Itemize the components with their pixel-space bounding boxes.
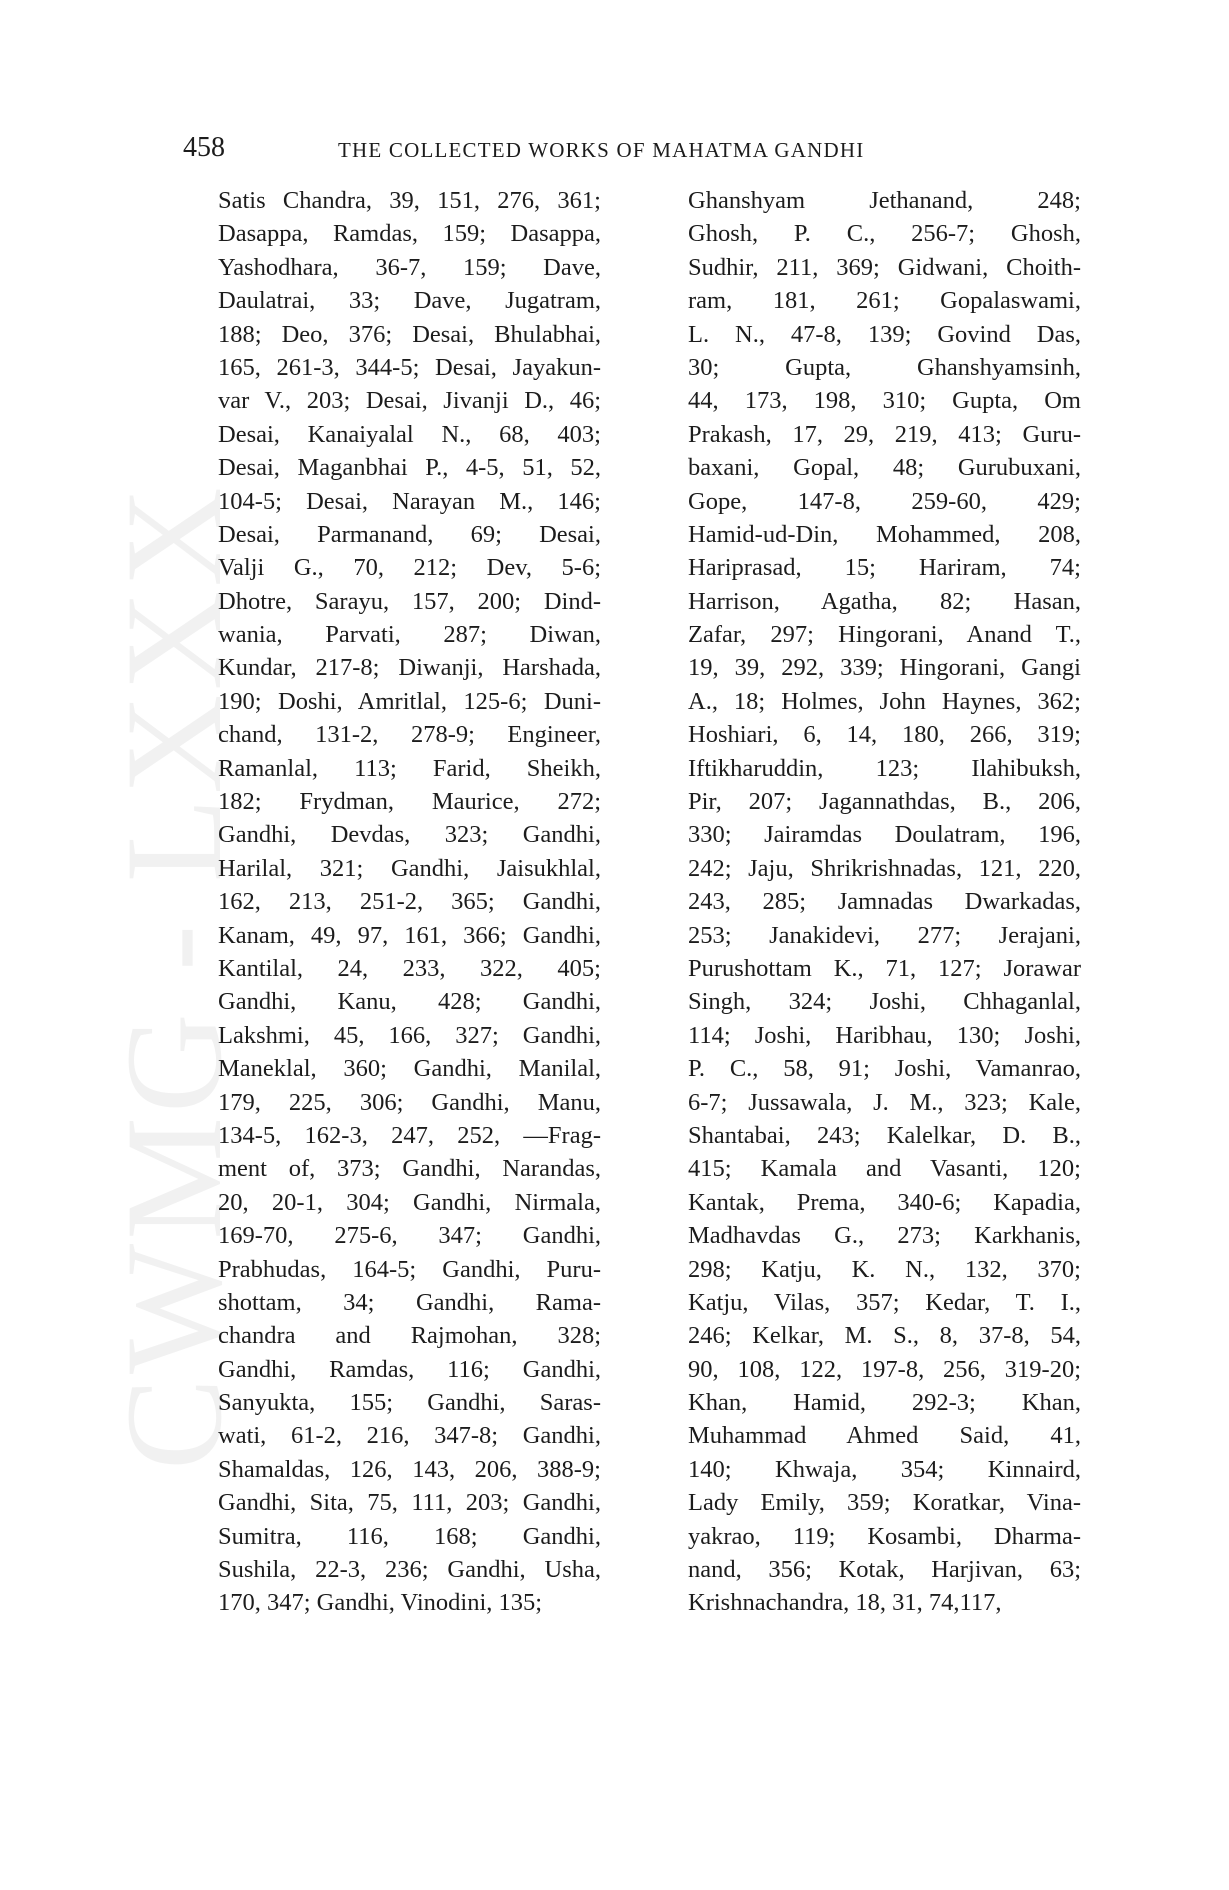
index-line: Muhammad Ahmed Said, 41, (688, 1422, 1081, 1450)
index-line: Gandhi, Ramdas, 116; Gandhi, (218, 1355, 601, 1383)
index-line: wania, Parvati, 287; Diwan, (218, 621, 601, 649)
index-line: ram, 181, 261; Gopalaswami, (688, 287, 1081, 315)
index-line: Sushila, 22-3, 236; Gandhi, Usha, (218, 1556, 601, 1584)
index-line: Sudhir, 211, 369; Gidwani, Choith- (688, 253, 1081, 281)
index-line: 114; Joshi, Haribhau, 130; Joshi, (688, 1021, 1081, 1049)
index-line: Hoshiari, 6, 14, 180, 266, 319; (688, 721, 1081, 749)
index-line: Desai, Maganbhai P., 4-5, 51, 52, (218, 454, 601, 482)
index-line: L. N., 47-8, 139; Govind Das, (688, 320, 1081, 348)
index-line: Kundar, 217-8; Diwanji, Harshada, (218, 654, 601, 682)
index-line: Gandhi, Kanu, 428; Gandhi, (218, 988, 601, 1016)
index-line: 44, 173, 198, 310; Gupta, Om (688, 387, 1081, 415)
index-line: Daulatrai, 33; Dave, Jugatram, (218, 287, 601, 315)
index-line: A., 18; Holmes, John Haynes, 362; (688, 687, 1081, 715)
index-line: 298; Katju, K. N., 132, 370; (688, 1255, 1081, 1283)
index-line: Kantak, Prema, 340-6; Kapadia, (688, 1188, 1081, 1216)
page-number: 458 (183, 132, 225, 163)
index-line: 90, 108, 122, 197-8, 256, 319-20; (688, 1355, 1081, 1383)
index-line: 19, 39, 292, 339; Hingorani, Gangi (688, 654, 1081, 682)
index-line: Singh, 324; Joshi, Chhaganlal, (688, 988, 1081, 1016)
index-line: nand, 356; Kotak, Harjivan, 63; (688, 1556, 1081, 1584)
index-line: Yashodhara, 36-7, 159; Dave, (218, 253, 601, 281)
index-line: Ghanshyam Jethanand, 248; (688, 187, 1081, 214)
index-line: Prabhudas, 164-5; Gandhi, Puru- (218, 1255, 601, 1283)
index-line: Lady Emily, 359; Koratkar, Vina- (688, 1489, 1081, 1517)
index-line: Shantabai, 243; Kalelkar, D. B., (688, 1121, 1081, 1149)
index-line: Desai, Parmanand, 69; Desai, (218, 520, 601, 548)
index-column-right (688, 184, 1081, 1620)
index-line: 30; Gupta, Ghanshyamsinh, (688, 353, 1081, 381)
index-line: 330; Jairamdas Doulatram, 196, (688, 821, 1081, 849)
index-line: Pir, 207; Jagannathdas, B., 206, (688, 788, 1081, 816)
index-line: Khan, Hamid, 292-3; Khan, (688, 1389, 1081, 1417)
index-line: Kantilal, 24, 233, 322, 405; (218, 954, 601, 982)
index-line: 134-5, 162-3, 247, 252, —Frag- (218, 1121, 601, 1149)
index-line: 20, 20-1, 304; Gandhi, Nirmala, (218, 1188, 601, 1216)
index-line: Desai, Kanaiyalal N., 68, 403; (218, 420, 601, 448)
index-line: 242; Jaju, Shrikrishnadas, 121, 220, (688, 854, 1081, 882)
index-line: 6-7; Jussawala, J. M., 323; Kale, (688, 1088, 1081, 1116)
index-column-left (218, 184, 601, 1620)
running-head: THE COLLECTED WORKS OF MAHATMA GANDHI (338, 138, 865, 162)
index-line: 243, 285; Jamnadas Dwarkadas, (688, 888, 1081, 916)
index-line: Ramanlal, 113; Farid, Sheikh, (218, 754, 601, 782)
index-line: 415; Kamala and Vasanti, 120; (688, 1155, 1081, 1183)
index-line: Ghosh, P. C., 256-7; Ghosh, (688, 220, 1081, 248)
index-line: chand, 131-2, 278-9; Engineer, (218, 721, 601, 749)
watermark: CWMG - LXXX (97, 483, 250, 1470)
index-line: yakrao, 119; Kosambi, Dharma- (688, 1522, 1081, 1550)
index-line: 140; Khwaja, 354; Kinnaird, (688, 1455, 1081, 1483)
page-header (0, 131, 1229, 165)
index-line: 104-5; Desai, Narayan M., 146; (218, 487, 601, 515)
index-line: Zafar, 297; Hingorani, Anand T., (688, 621, 1081, 649)
index-line: 179, 225, 306; Gandhi, Manu, (218, 1088, 601, 1116)
index-line: Sumitra, 116, 168; Gandhi, (218, 1522, 601, 1550)
index-line: 188; Deo, 376; Desai, Bhulabhai, (218, 320, 601, 348)
index-line: Gandhi, Sita, 75, 111, 203; Gandhi, (218, 1489, 601, 1517)
index-line: Shamaldas, 126, 143, 206, 388-9; (218, 1455, 601, 1483)
index-line: 190; Doshi, Amritlal, 125-6; Duni- (218, 687, 601, 715)
index-line: Iftikharuddin, 123; Ilahibuksh, (688, 754, 1081, 782)
index-line: Harrison, Agatha, 82; Hasan, (688, 587, 1081, 615)
index-line: Dhotre, Sarayu, 157, 200; Dind- (218, 587, 601, 615)
index-line: baxani, Gopal, 48; Gurubuxani, (688, 454, 1081, 482)
index-line: Gandhi, Devdas, 323; Gandhi, (218, 821, 601, 849)
index-line: Valji G., 70, 212; Dev, 5-6; (218, 554, 601, 582)
index-line: chandra and Rajmohan, 328; (218, 1322, 601, 1350)
index-line: Hariprasad, 15; Hariram, 74; (688, 554, 1081, 582)
index-line: Sanyukta, 155; Gandhi, Saras- (218, 1389, 601, 1417)
index-line: Purushottam K., 71, 127; Jorawar (688, 954, 1081, 982)
index-line: 253; Janakidevi, 277; Jerajani, (688, 921, 1081, 949)
index-line: var V., 203; Desai, Jivanji D., 46; (218, 387, 601, 415)
index-line: Satis Chandra, 39, 151, 276, 361; (218, 187, 601, 214)
index-line: 169-70, 275-6, 347; Gandhi, (218, 1222, 601, 1250)
index-line: Krishnachandra, 18, 31, 74,117, (688, 1589, 1002, 1617)
index-line: Prakash, 17, 29, 219, 413; Guru- (688, 420, 1081, 448)
index-line: Hamid-ud-Din, Mohammed, 208, (688, 520, 1081, 548)
index-line: Maneklal, 360; Gandhi, Manilal, (218, 1055, 601, 1083)
index-line: Gope, 147-8, 259-60, 429; (688, 487, 1081, 515)
index-line: wati, 61-2, 216, 347-8; Gandhi, (218, 1422, 601, 1450)
index-line: ment of, 373; Gandhi, Narandas, (218, 1155, 601, 1183)
index-line: Harilal, 321; Gandhi, Jaisukhlal, (218, 854, 601, 882)
index-line: P. C., 58, 91; Joshi, Vamanrao, (688, 1055, 1081, 1083)
index-line: shottam, 34; Gandhi, Rama- (218, 1288, 601, 1316)
index-line: 162, 213, 251-2, 365; Gandhi, (218, 888, 601, 916)
index-line: 182; Frydman, Maurice, 272; (218, 788, 601, 816)
index-line: Kanam, 49, 97, 161, 366; Gandhi, (218, 921, 601, 949)
index-line: 165, 261-3, 344-5; Desai, Jayakun- (218, 353, 601, 381)
index-line: Dasappa, Ramdas, 159; Dasappa, (218, 220, 601, 248)
index-line: Lakshmi, 45, 166, 327; Gandhi, (218, 1021, 601, 1049)
index-line: 246; Kelkar, M. S., 8, 37-8, 54, (688, 1322, 1081, 1350)
index-line: Katju, Vilas, 357; Kedar, T. I., (688, 1288, 1081, 1316)
index-line: 170, 347; Gandhi, Vinodini, 135; (218, 1589, 543, 1617)
index-line: Madhavdas G., 273; Karkhanis, (688, 1222, 1081, 1250)
